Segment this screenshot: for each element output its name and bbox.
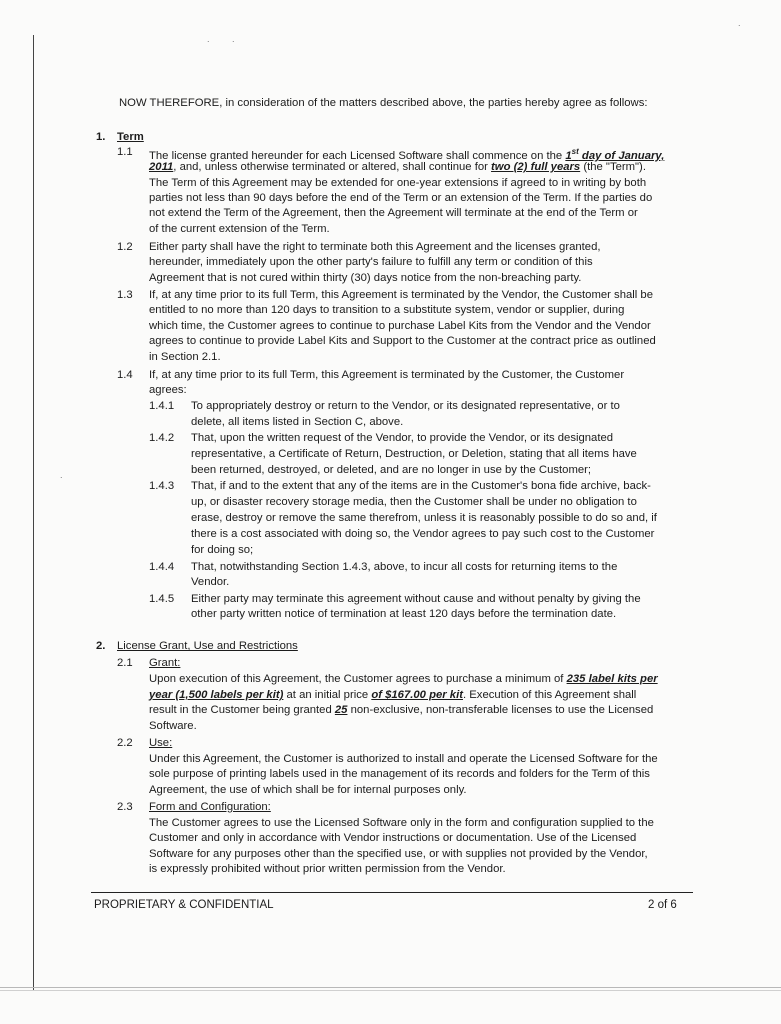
clause-number: 1.4 xyxy=(117,369,133,381)
subclause-number: 1.4.4 xyxy=(149,561,175,573)
section-number: 2. xyxy=(96,640,106,652)
subclause-line: been returned, destroyed, or deleted, and are no longer in use by the Customer; xyxy=(191,464,592,476)
clause-line: hereunder, immediately upon the other party's failure to fulfill any term or condition of this xyxy=(149,256,593,268)
clause-line: Under this Agreement, the Customer is authorized to install and operate the Licensed Software for the xyxy=(149,753,658,765)
section-number: 1. xyxy=(96,131,106,143)
intro-paragraph: NOW THEREFORE, in consideration of the matters described above, the parties hereby agree as follows: xyxy=(119,97,648,109)
clause-line: sole purpose of printing labels used in the management of its records and folders for the Term of this xyxy=(149,768,650,780)
clause-line: If, at any time prior to its full Term, this Agreement is terminated by the Vendor, the Customer shall be xyxy=(149,289,653,301)
clause-line: of the current extension of the Term. xyxy=(149,223,330,235)
clause-heading: Use: xyxy=(149,737,173,749)
clause-line: The license granted hereunder for each Licensed Software shall commence on the 1st day of January, xyxy=(149,147,665,162)
footer-rule xyxy=(91,892,693,893)
subclause-line: delete, all items listed in Section C, above. xyxy=(191,416,404,428)
scan-speck: . xyxy=(232,34,235,44)
subclause-number: 1.4.3 xyxy=(149,480,175,492)
clause-line: The Term of this Agreement may be extended for one-year extensions if agreed to in writing by both xyxy=(149,177,647,189)
clause-line: year (1,500 labels per kit) at an initial price of $167.00 per kit. Execution of this Agreement shall xyxy=(149,689,637,701)
clause-heading: Form and Configuration: xyxy=(149,801,271,813)
clause-line: parties not less than 90 days before the end of the Term or an extension of the Term. If the parties do xyxy=(149,192,653,204)
clause-number: 1.2 xyxy=(117,241,133,253)
clause-number: 2.1 xyxy=(117,657,133,669)
subclause-line: That, if and to the extent that any of the items are in the Customer's bona fide archive, back- xyxy=(191,480,651,492)
clause-number: 2.3 xyxy=(117,801,133,813)
clause-line: which time, the Customer agrees to continue to purchase Label Kits from the Vendor and the Vendor xyxy=(149,320,651,332)
scan-speck: . xyxy=(207,34,210,44)
clause-line: Software for any purposes other than the specified use, or with supplies not provided by the Vendor, xyxy=(149,848,648,860)
clause-line: is expressly prohibited without prior written permission from the Vendor. xyxy=(149,863,506,875)
section-title: License Grant, Use and Restrictions xyxy=(117,640,298,652)
subclause-line: for doing so; xyxy=(191,544,254,556)
subclause-line: up, or disaster recovery storage media, then the Customer shall be under no obligation to xyxy=(191,496,637,508)
clause-line: agrees: xyxy=(149,384,187,396)
page-number: 2 of 6 xyxy=(648,899,677,911)
clause-line: Either party shall have the right to terminate both this Agreement and the licenses granted, xyxy=(149,241,601,253)
clause-number: 1.3 xyxy=(117,289,133,301)
subclause-number: 1.4.5 xyxy=(149,593,175,605)
clause-line: entitled to no more than 120 days to transition to a substitute system, vendor or supplier, during xyxy=(149,304,625,316)
subclause-line: erase, destroy or remove the same therefrom, unless it is reasonably possible to do so and, if xyxy=(191,512,657,524)
subclause-number: 1.4.1 xyxy=(149,400,175,412)
clause-line: If, at any time prior to its full Term, this Agreement is terminated by the Customer, the Customer xyxy=(149,369,625,381)
clause-line: in Section 2.1. xyxy=(149,351,221,363)
scan-speck: . xyxy=(738,18,741,28)
clause-line: agrees to continue to provide Label Kits and Support to the Customer at the contract price as outlined xyxy=(149,335,656,347)
subclause-line: Vendor. xyxy=(191,576,230,588)
clause-line: Upon execution of this Agreement, the Customer agrees to purchase a minimum of 235 label kits per xyxy=(149,673,658,685)
clause-line: Software. xyxy=(149,720,197,732)
scan-speck: . xyxy=(60,470,63,480)
section-title: Term xyxy=(117,131,144,143)
subclause-line: To appropriately destroy or return to the Vendor, or its designated representative, or to xyxy=(191,400,620,412)
subclause-line: That, notwithstanding Section 1.4.3, above, to incur all costs for returning items to the xyxy=(191,561,618,573)
clause-line: Agreement, the use of which shall be for internal purposes only. xyxy=(149,784,467,796)
clause-number: 1.1 xyxy=(117,146,133,158)
clause-number: 2.2 xyxy=(117,737,133,749)
subclause-line: representative, a Certificate of Return, Destruction, or Deletion, stating that all items have xyxy=(191,448,637,460)
clause-heading: Grant: xyxy=(149,657,181,669)
clause-line: not extend the Term of the Agreement, then the Agreement will terminate at the end of the Term or xyxy=(149,207,638,219)
subclause-number: 1.4.2 xyxy=(149,432,175,444)
clause-line: 2011, and, unless otherwise terminated or altered, shall continue for two (2) full years (the "Term"). xyxy=(149,161,646,173)
clause-line: Agreement that is not cured within thirty (30) days notice from the non-breaching party. xyxy=(149,272,582,284)
clause-line: result in the Customer being granted 25 non-exclusive, non-transferable licenses to use the Licensed xyxy=(149,704,654,716)
clause-line: The Customer agrees to use the Licensed Software only in the form and configuration supplied to the xyxy=(149,817,654,829)
footer-confidential: PROPRIETARY & CONFIDENTIAL xyxy=(94,899,274,911)
subclause-line: other party written notice of termination at least 120 days before the termination date. xyxy=(191,608,617,620)
clause-line: Customer and only in accordance with Vendor instructions or documentation. Use of the Licensed xyxy=(149,832,637,844)
subclause-line: Either party may terminate this agreement without cause and without penalty by giving the xyxy=(191,593,641,605)
subclause-line: there is a cost associated with doing so, the Vendor agrees to pay such cost to the Customer xyxy=(191,528,655,540)
subclause-line: That, upon the written request of the Vendor, to provide the Vendor, or its designated xyxy=(191,432,614,444)
